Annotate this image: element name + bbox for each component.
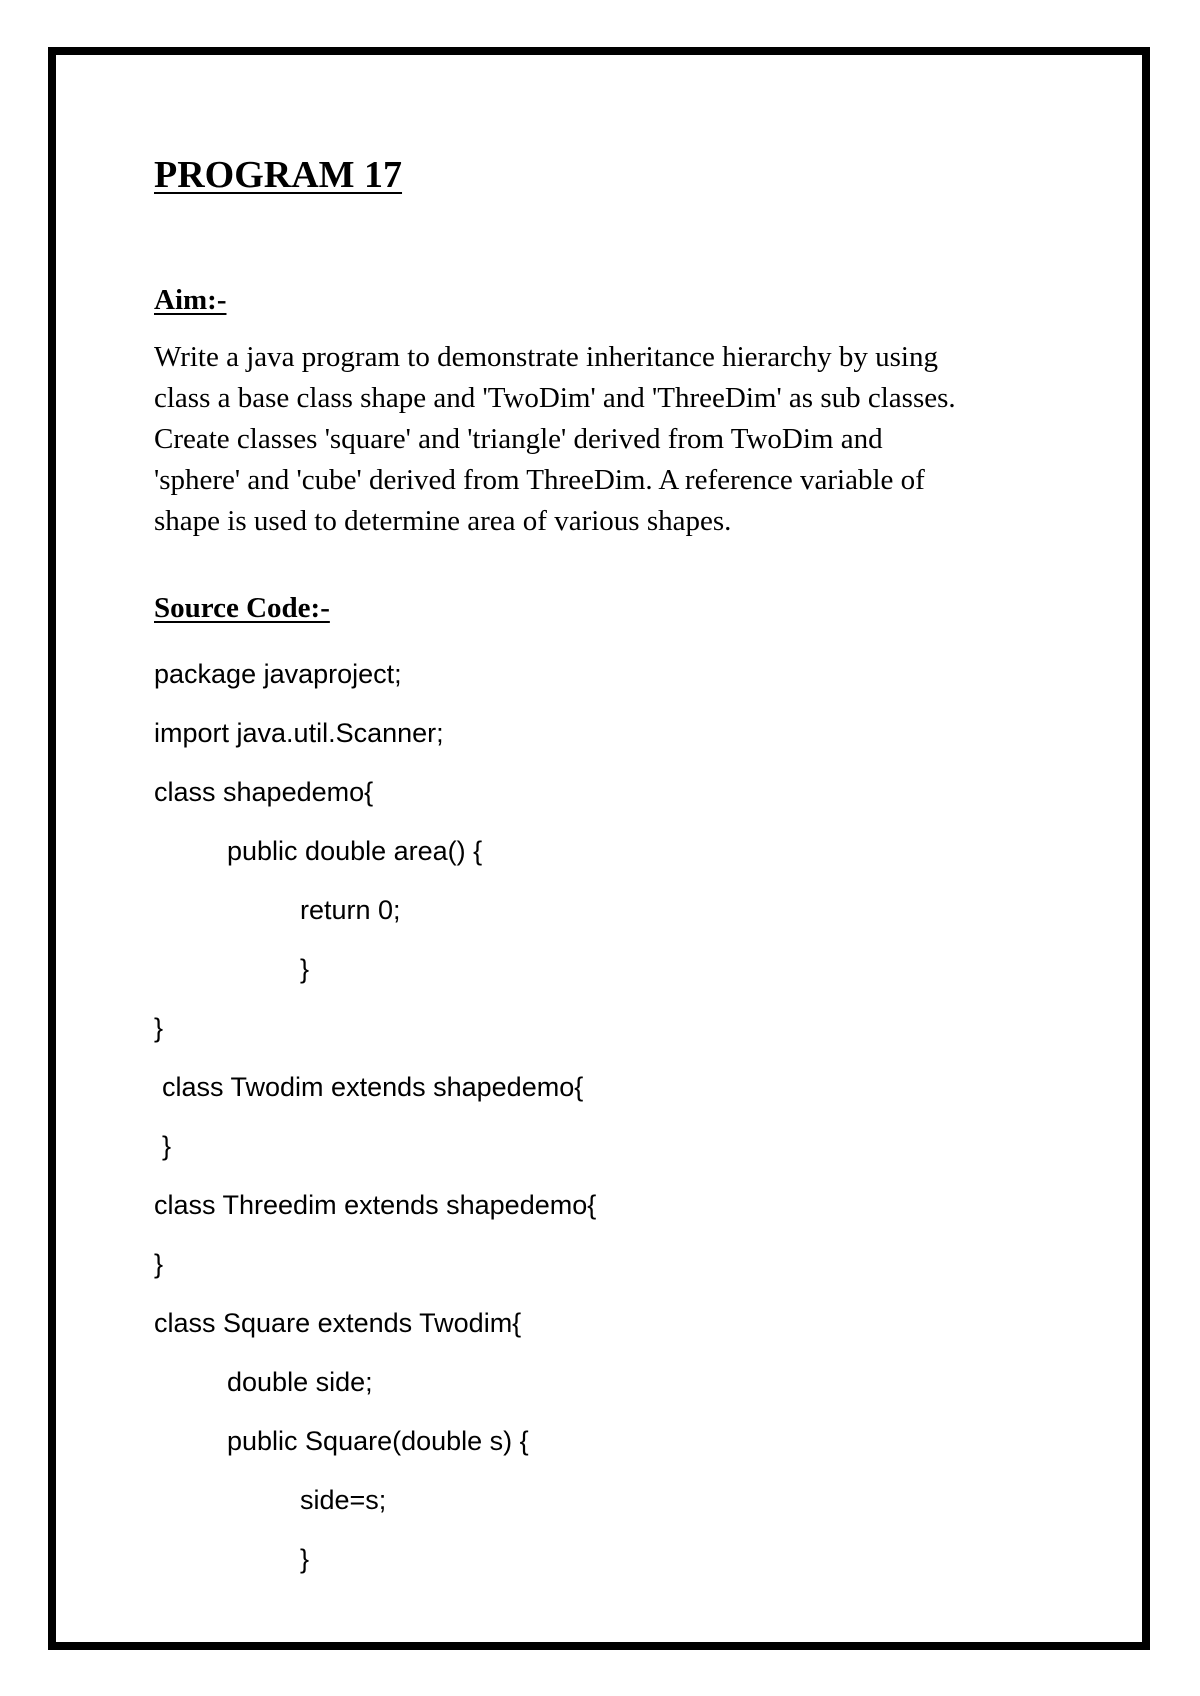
code-line: public Square(double s) { — [227, 1426, 529, 1456]
code-line: } — [154, 1249, 164, 1279]
code-line: double side; — [227, 1367, 373, 1397]
code-line: } — [300, 954, 310, 984]
code-line: class shapedemo{ — [154, 777, 374, 807]
code-line: class Twodim extends shapedemo{ — [162, 1072, 584, 1102]
aim-heading: Aim:- — [154, 284, 227, 316]
aim-line: class a base class shape and 'TwoDim' and 'ThreeDim' as sub classes. — [154, 382, 956, 414]
aim-paragraph — [154, 337, 1114, 542]
code-line: side=s; — [300, 1485, 387, 1515]
code-line: return 0; — [300, 895, 401, 925]
aim-line: 'sphere' and 'cube' derived from ThreeDim. A reference variable of — [154, 464, 925, 496]
code-line: } — [154, 1013, 164, 1043]
code-line: } — [300, 1544, 310, 1574]
program-title: PROGRAM 17 — [154, 154, 403, 196]
code-line: import java.util.Scanner; — [154, 718, 444, 748]
source-code-heading: Source Code:- — [154, 592, 330, 624]
code-line: public double area() { — [227, 836, 483, 866]
code-line: class Square extends Twodim{ — [154, 1308, 522, 1338]
aim-line: shape is used to determine area of various shapes. — [154, 505, 732, 537]
source-code-block — [154, 645, 596, 1589]
code-line: } — [162, 1131, 172, 1161]
code-line: package javaproject; — [154, 659, 402, 689]
aim-line: Create classes 'square' and 'triangle' derived from TwoDim and — [154, 423, 883, 455]
page-border — [48, 47, 1150, 1650]
aim-line: Write a java program to demonstrate inheritance hierarchy by using — [154, 341, 938, 373]
code-line: class Threedim extends shapedemo{ — [154, 1190, 597, 1220]
